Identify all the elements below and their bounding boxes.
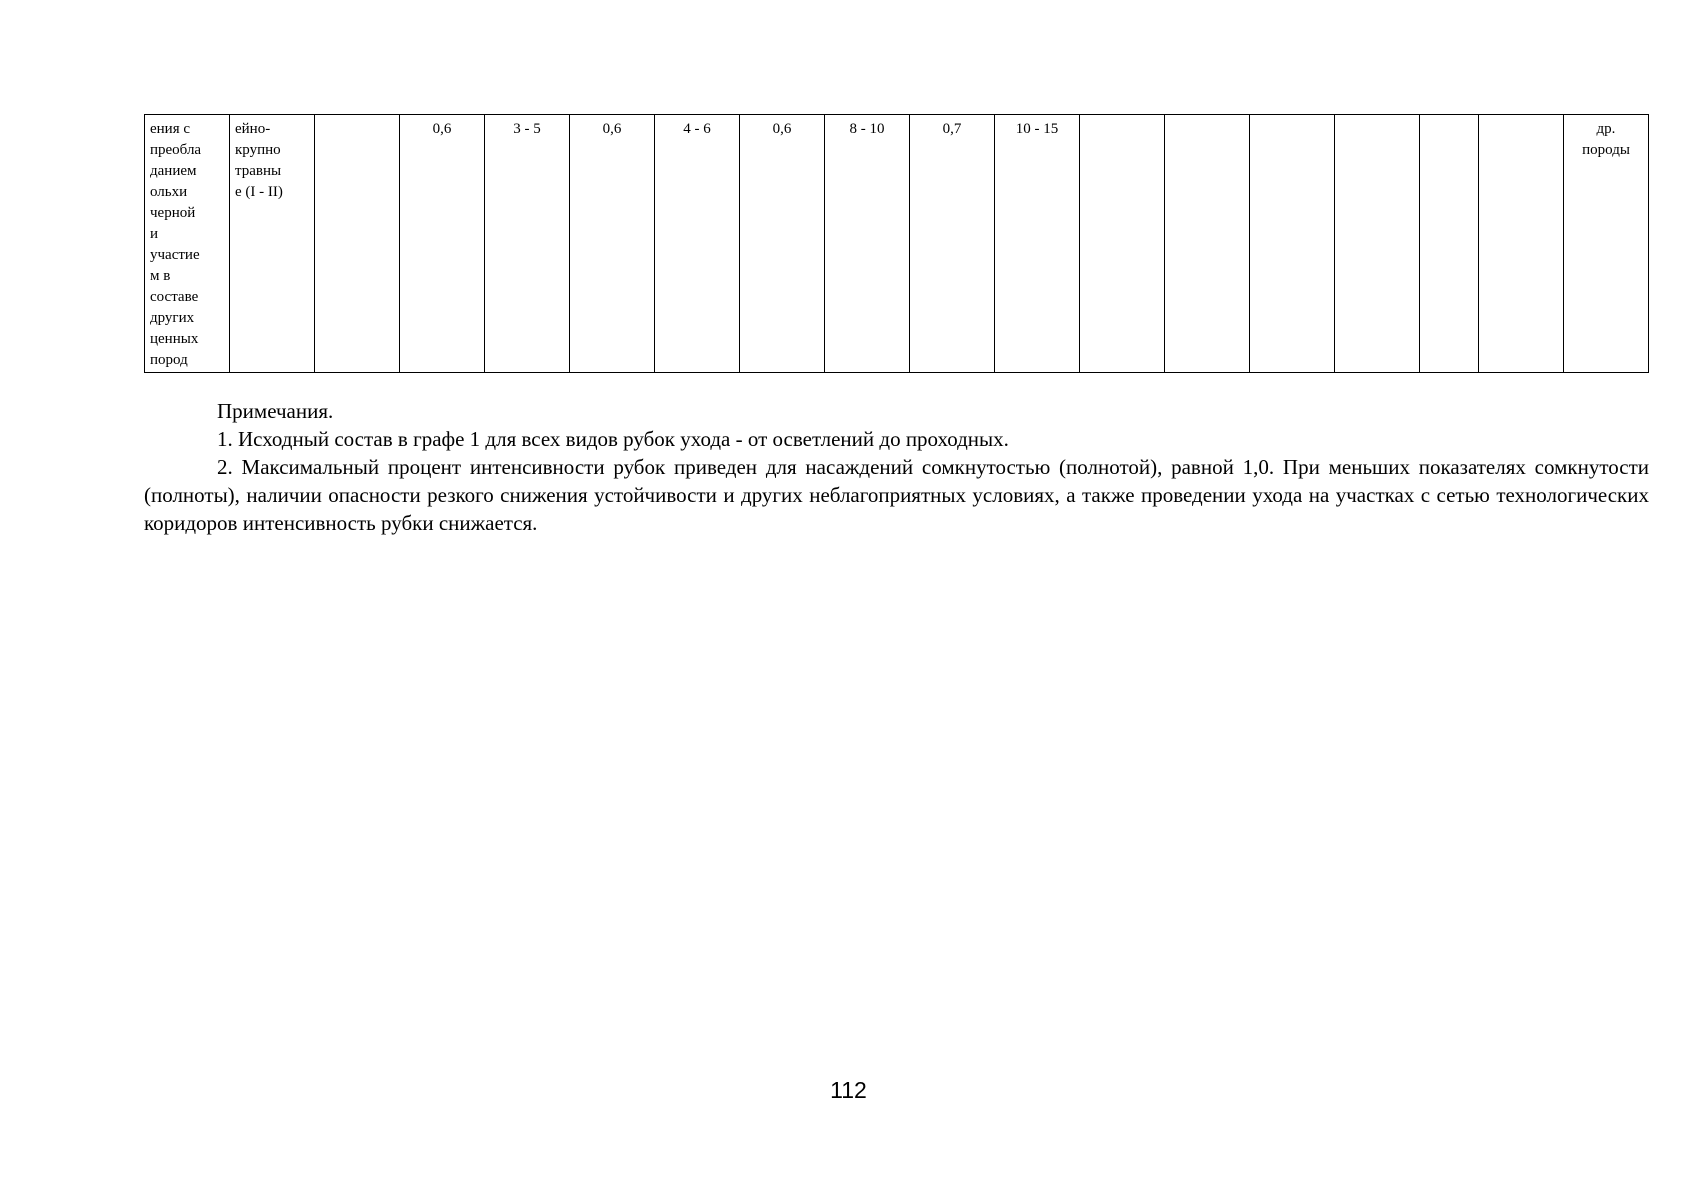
table-cell-text: 0,6 [772,121,792,137]
table-cell [1165,115,1250,373]
table-cell [400,115,485,373]
table-cell [570,115,655,373]
table-cell [910,115,995,373]
table-cell [315,115,400,373]
table-cell-text: 0,7 [942,121,962,137]
table-cell-forest-type [230,115,315,373]
table-cell-text: 0,6 [602,121,622,137]
note-item-2: 2. Максимальный процент интенсивности рубок приведен для насаждений сомкнутостью (полнотой), равной 1,0. При меньших показателях сомкнутости (полноты), наличии опасности резкого снижения устойчивости и других неблагоприятных условиях, а также проведении ухода на участках с сетью технологических коридоров интенсивность рубки снижается. [144,455,1649,535]
notes-section [144,397,1649,537]
table-cell [1250,115,1335,373]
table-cell [1335,115,1420,373]
table-cell-text: 8 - 10 [849,121,885,137]
table-cell-text: 10 - 15 [1015,121,1059,137]
table-cell-other-species [1564,115,1649,373]
table-row [145,115,1649,373]
table-cell-text: 4 - 6 [683,121,711,137]
table-cell-text: др. породы [1582,121,1630,158]
table-cell [740,115,825,373]
table-cell [485,115,570,373]
note-item-1: 1. Исходный состав в графе 1 для всех видов рубок ухода - от осветлений до проходных. [217,427,1009,451]
table-cell [1080,115,1165,373]
table-cell-text: ения с преобла данием ольхи черной и участие м в составе других ценных пород [150,121,202,368]
table-cell [995,115,1080,373]
forest-care-table [144,114,1649,373]
table-cell-text: ейно- крупно травны е (I - II) [235,121,283,200]
table-cell-text: 3 - 5 [513,121,541,137]
notes-heading: Примечания. [217,399,334,423]
table-cell-text: 0,6 [432,121,452,137]
table-cell [655,115,740,373]
table-cell [825,115,910,373]
table-cell [1420,115,1479,373]
table-cell-composition [145,115,230,373]
table-cell [1479,115,1564,373]
page-number: 112 [830,1077,867,1103]
